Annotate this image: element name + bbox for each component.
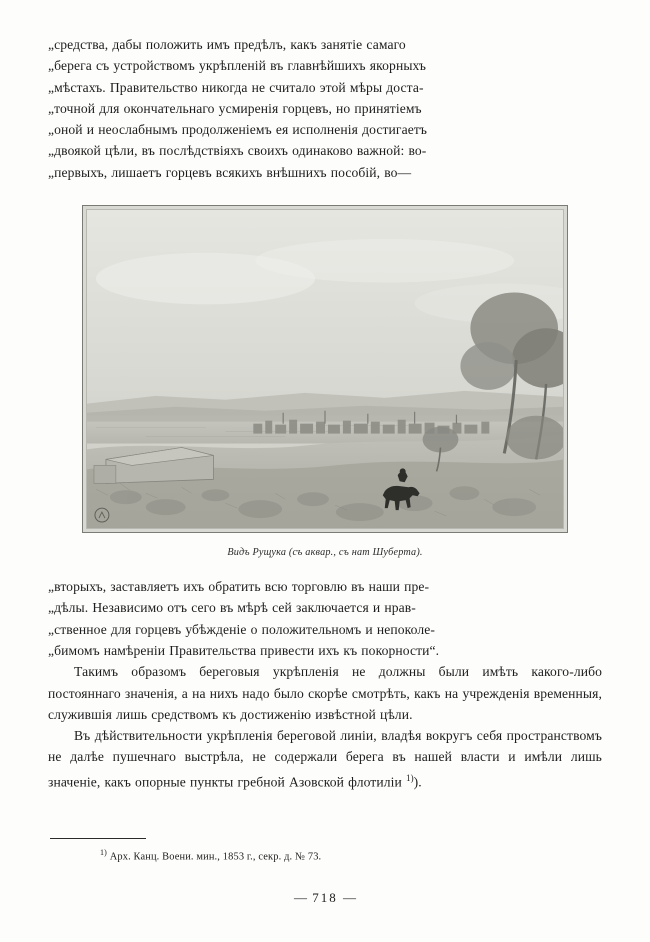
- footnote-area: [48, 838, 602, 864]
- text-line: „бимомъ намѣреніи Правительства привести ихъ къ покорности“.: [48, 642, 440, 658]
- text-line: „вторыхъ, заставляетъ ихъ обратить всю торговлю въ наши пре-: [48, 579, 430, 595]
- footnote: [48, 846, 602, 864]
- footnote-marker: 1): [100, 847, 107, 857]
- paragraph-3-tail: ).: [413, 774, 422, 790]
- page-number: [0, 890, 650, 906]
- figure-frame: [82, 205, 568, 533]
- text-line: „первыхъ, лишаетъ горцевъ всякихъ внѣшнихъ пособій, во—: [48, 164, 412, 180]
- paragraph-3-text: Въ дѣйствительности укрѣпленія береговой линіи, владѣя вокругъ себя пространствомъ не далѣе пушечнаго выстрѣла, не содержали берега въ нашей власти и имѣли лишь значеніе, какъ опорные пункты гребной Азовской флотиліи: [48, 728, 602, 790]
- text-line: „средства, дабы положить имъ предѣлъ, какъ занятіе самаго: [48, 37, 406, 52]
- paragraph-3: [48, 725, 602, 792]
- top-quoted-block: [48, 34, 602, 183]
- engraving-svg: [86, 209, 564, 529]
- text-line: „берега съ устройствомъ укрѣпленій въ главнѣйшихъ якорныхъ: [48, 58, 427, 74]
- figure: [48, 205, 602, 558]
- figure-caption: Видъ Рущука (съ аквар., съ нат Шуберта).: [227, 547, 423, 559]
- footnote-text: Арх. Канц. Воени. мин., 1853 г., секр. д. № 73.: [109, 851, 322, 862]
- text-line: „оной и неослабнымъ продолженіемъ ея исполненія достигаетъ: [48, 122, 428, 138]
- footnote-divider: [50, 838, 146, 839]
- engraving-town-view-image: [86, 209, 564, 529]
- text-line: „точной для окончательнаго усмиренія горцевъ, но принятіемъ: [48, 100, 422, 116]
- text-line: „ственное для горцевъ убѣжденіе о положительномъ и непоколе-: [48, 621, 435, 637]
- text-line: „мѣстахъ. Правительство никогда не считало этой мѣры доста-: [48, 79, 424, 95]
- page-number-value: 718: [312, 890, 338, 905]
- page-number-dash-right: —: [343, 890, 356, 905]
- text-line: „двоякой цѣли, въ послѣдствіяхъ своихъ одинаково важной: во-: [48, 143, 427, 159]
- body-block: [48, 576, 602, 793]
- paragraph-2: Такимъ образомъ береговыя укрѣпленія не должны были имѣть какого-либо постояннаго значенія, а на нихъ надо было скорѣе смотрѣть, какъ на учрежденія временныя, служившія лишь средствомъ къ достиженію извѣстной цѣли.: [48, 664, 602, 722]
- page-number-dash-left: —: [294, 890, 307, 905]
- footnote-marker-inline[interactable]: 1): [405, 772, 414, 783]
- text-line: „дѣлы. Независимо отъ сего въ мѣрѣ сей заключается и нрав-: [48, 600, 416, 616]
